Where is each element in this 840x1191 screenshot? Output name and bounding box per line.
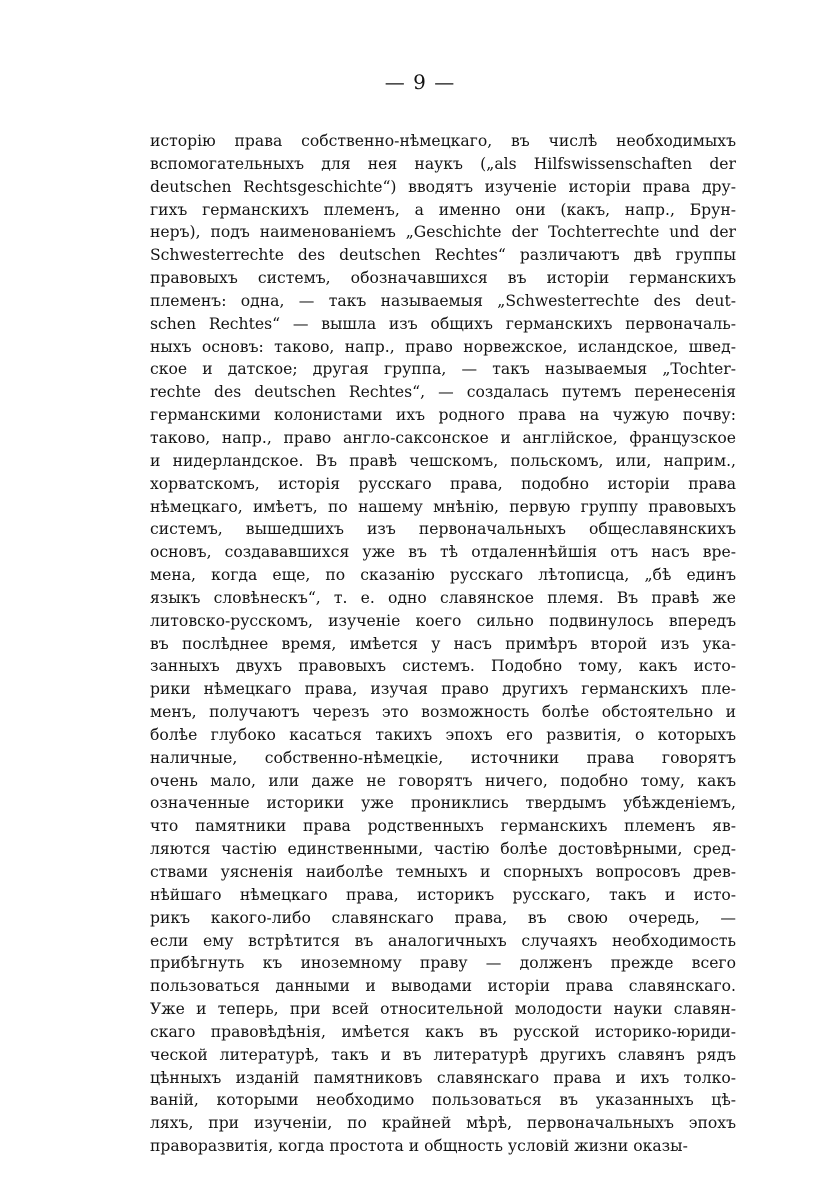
text-line: ляхъ, при изученіи, по крайней мѣрѣ, первоначальныхъ эпохъ <box>150 1114 736 1133</box>
text-line: rechte des deutschen Rechtes“, — создалась путемъ перенесенія <box>150 383 736 402</box>
text-line: гихъ германскихъ племенъ, а именно они (какъ, напр., Брун- <box>150 200 736 219</box>
text-line: скаго правовѣдѣнія, имѣется какъ въ русской историко-юриди- <box>150 1022 736 1041</box>
text-line: болѣе глубоко касаться такихъ эпохъ его развитія, о которыхъ <box>150 725 736 744</box>
text-line: племенъ: одна, — такъ называемыя „Schwesterrechte des deut- <box>150 291 736 310</box>
text-line: прибѣгнуть къ иноземному праву — долженъ прежде всего <box>150 954 736 973</box>
text-line: системъ, вышедшихъ изъ первоначальныхъ общеславянскихъ <box>150 520 736 539</box>
text-line: ческой литературѣ, такъ и въ литературѣ другихъ славянъ рядъ <box>150 1045 736 1064</box>
text-line: что памятники права родственныхъ германскихъ племенъ яв- <box>150 817 736 836</box>
text-line: литовско-русскомъ, изученіе коего сильно подвинулось впередъ <box>150 611 736 630</box>
text-line: пользоваться данными и выводами исторіи права славянскаго. <box>150 977 736 996</box>
text-line: ляются частію единственными, частію болѣе достовѣрными, сред- <box>150 840 736 859</box>
text-line: означенные историки уже прониклись твердымъ убѣжденіемъ, <box>150 794 736 813</box>
text-line: менъ, получаютъ черезъ это возможность болѣе обстоятельно и <box>150 703 736 722</box>
text-line: цѣнныхъ изданій памятниковъ славянскаго права и ихъ толко- <box>150 1068 736 1087</box>
text-line: deutschen Rechtsgeschichte“) вводятъ изученіе исторіи права дру- <box>150 177 736 196</box>
text-line: хорватскомъ, исторія русскаго права, подобно исторіи права <box>150 474 736 493</box>
text-line: основъ, создававшихся уже въ тѣ отдаленнѣйшія отъ насъ вре- <box>150 543 736 562</box>
body-text <box>150 130 736 1158</box>
text-line: ствами уясненія наиболѣе темныхъ и спорныхъ вопросовъ древ- <box>150 863 736 881</box>
text-line: вспомогательныхъ для нея наукъ („als Hilfswissenschaften der <box>150 154 736 173</box>
text-line: въ послѣднее время, имѣется у насъ примѣръ второй изъ ука- <box>150 634 736 653</box>
text-line: таково, напр., право англо-саксонское и англійское, французское <box>150 428 736 447</box>
text-line: мена, когда еще, по сказанію русскаго лѣтописца, „бѣ единъ <box>150 566 736 585</box>
text-line: ваній, которыми необходимо пользоваться въ указанныхъ цѣ- <box>150 1091 736 1110</box>
page-number: — 9 — <box>384 70 456 94</box>
text-line: языкъ словѣнескъ“, т. е. одно славянское племя. Въ правѣ же <box>150 588 736 607</box>
text-line: неръ), подъ наименованіемъ „Geschichte der Tochterrechte und der <box>150 223 736 242</box>
text-line: ныхъ основъ: таково, напр., право норвежское, исландское, швед- <box>150 337 736 356</box>
text-line: Уже и теперь, при всей относительной молодости науки славян- <box>150 1000 736 1019</box>
text-line: и нидерландское. Въ правѣ чешскомъ, польскомъ, или, наприм., <box>150 451 736 470</box>
text-line: наличные, собственно-нѣмецкіе, источники права говорятъ <box>150 748 736 767</box>
text-line: рикъ какого-либо славянскаго права, въ свою очередь, — <box>150 908 736 927</box>
text-line: очень мало, или даже не говорятъ ничего, подобно тому, какъ <box>150 771 736 790</box>
text-line: занныхъ двухъ правовыхъ системъ. Подобно тому, какъ исто- <box>150 657 736 676</box>
text-line: нѣйшаго нѣмецкаго права, историкъ русскаго, такъ и исто- <box>150 885 736 904</box>
text-line: нѣмецкаго, имѣетъ, по нашему мнѣнію, первую группу правовыхъ <box>150 497 736 516</box>
text-line: рики нѣмецкаго права, изучая право другихъ германскихъ пле- <box>150 680 736 699</box>
text-line: праворазвитія, когда простота и общность условій жизни оказы- <box>150 1137 688 1156</box>
text-line: правовыхъ системъ, обозначавшихся въ исторіи германскихъ <box>150 269 736 288</box>
text-line: если ему встрѣтится въ аналогичныхъ случаяхъ необходимость <box>150 931 736 950</box>
text-line: германскими колонистами ихъ родного права на чужую почву: <box>150 406 736 425</box>
text-line: исторію права собственно-нѣмецкаго, въ числѣ необходимыхъ <box>150 132 736 150</box>
text-line: Schwesterrechte des deutschen Rechtes“ различаютъ двѣ группы <box>150 246 736 265</box>
text-line: ское и датское; другая группа, — такъ называемыя „Tochter- <box>150 360 736 379</box>
text-line: schen Rechtes“ — вышла изъ общихъ германскихъ первоначаль- <box>150 314 736 333</box>
